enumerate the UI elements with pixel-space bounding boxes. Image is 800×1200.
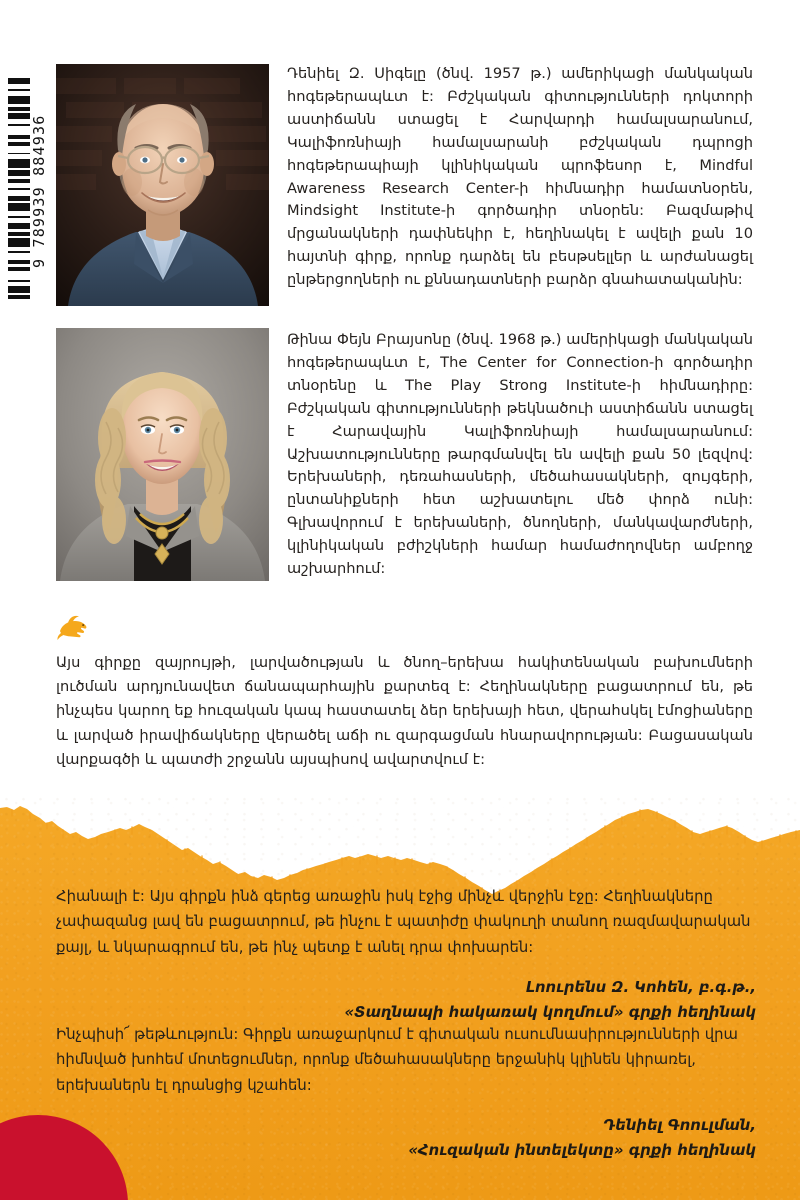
author-photo-bryson [56, 328, 269, 581]
quote-1-attribution [56, 976, 756, 1025]
quote-2-attribution-name: Դենիել Գոուլման, [603, 1117, 756, 1135]
author-bio-bryson: Թինա Փեյն Բրայսոնը (ծնվ. 1968 թ.) ամերիկացի մանկական հոգեթերապևտ է, The Center for Connection-ի գործադիր տնօրենը և The Play Strong Institute-ի հիմնադիրը: Բժշկական գիտությունների թեկնածուի աստիճանն ստացել է Հարավային Կալիֆոռնիայի համալսարանում: Աշխատությունները թարգմանվել են ավելի քան 50 լեզվով: Երեխաների, դեռահասների, մեծահասակների, զույգերի, ընտանիքների հետ աշխատելու մեծ փորձ ունի: Գլխավորում է երեխաների, ծնողների, մանկավարժների, կլինիկական բժիշկների համար համաժողովներ ամբողջ աշխարհում: [287, 331, 753, 578]
quote-2-attribution-work: «Հուզական ինտելեկտը» գրքի հեղինակ [408, 1141, 756, 1159]
isbn-barcode [8, 78, 50, 304]
parents-badge [0, 1115, 128, 1200]
dove-icon [56, 613, 90, 643]
quote-2-text: Ինչպիսի՜ թեթևություն: Գիրքն առաջարկում է գիտական ուսումնասիրությունների վրա հիմնված խոհեմ մոտեցումներ, որոնք մեծահասակները երջանիկ կլինեն կիրառել, երեխաներն էլ դրանցից կշահեն: [56, 1026, 738, 1094]
endorsement-quote-1 [56, 884, 756, 1025]
quote-1-text: Հիանալի է: Այս գիրքն ինձ գերեց առաջին իսկ էջից մինչև վերջին էջը: Հեղինակները չափազանց լավ են բացատրում, թե ինչու է պատիժը փակուղի տանող ռազմավարական քայլ, և նկարագրում են, թե ինչ պետք է անել դրա փոխարեն: [56, 888, 751, 956]
quote-2-attribution [56, 1114, 756, 1163]
intro-paragraph: Այս գիրքը զայրույթի, լարվածության և ծնող–երեխա հակիտենական բախումների լուծման արդյունավետ ճանապարհային քարտեզ է: Հեղինակները բացատրում են, թե ինչպես կարող եք հուզական կապ հաստատել ձեր երեխայի հետ, վերահսկել էմոցիաները և լարված իրավիճակները վերածել աճի ու զարգացման հնարավորության: Բացասական վարքագծի և պատժի շրջանն այսպիսով ավարտվում է: [56, 654, 753, 768]
endorsement-quote-2 [56, 1022, 756, 1163]
quote-1-attribution-work: «Տաղնապի հակառակ կողմում» գրքի հեղինակ [344, 1003, 756, 1021]
barcode-digits: 9 789939 884936 [30, 114, 48, 268]
quote-1-attribution-name: Լոուրենս Զ. Կոհեն, բ.գ.թ., [525, 979, 756, 997]
author-photo-siegel [56, 64, 269, 306]
barcode-bars [8, 78, 30, 304]
author-bio-siegel: Դենիել Զ. Սիգելը (ծնվ. 1957 թ.) ամերիկացի մանկական հոգեթերապևտ է: Բժշկական գիտությունների դոկտորի աստիճանն ստացել է Հարվարդի համալսարանում, Կալիֆոռնիայի համալսարանի բժշկական դպրոցի հոգեթերապիայի կլինիկական պրոֆեսոր է, Mindful Awareness Research Center-ի հիմնադիր համատնօրեն, Mindsight Institute-ի գործադիր տնօրեն: Բազմաթիվ մրցանակների դափնեկիր է, հեղինակել է ավելի քան 10 հայտնի գիրք, որոնք դարձել են բեսթսելլեր և արժանացել ընթերցողների ու քննադատների բարձր գնահատականին: [287, 65, 753, 289]
